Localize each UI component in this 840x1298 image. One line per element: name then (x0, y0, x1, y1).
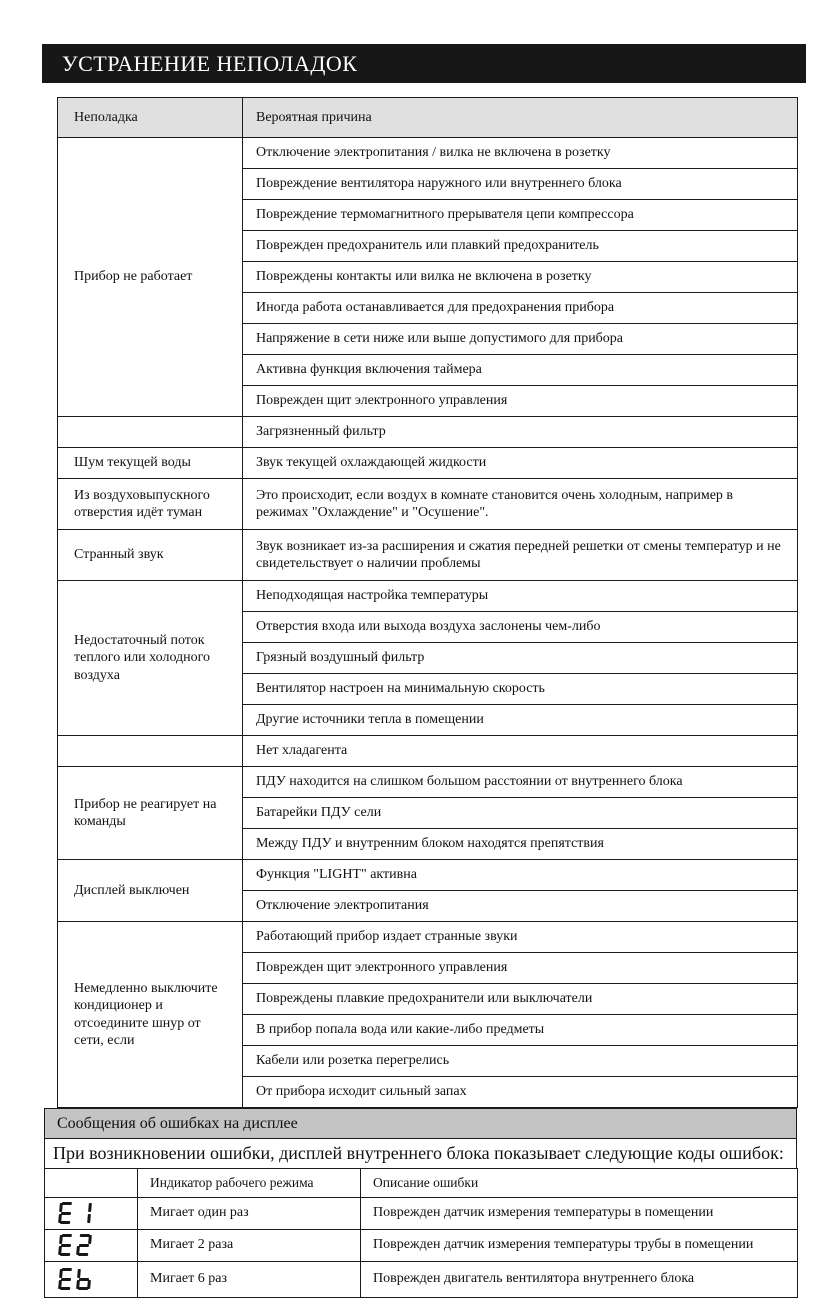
segment-d (78, 1253, 88, 1256)
segment-a (62, 1202, 72, 1205)
error-code-row (45, 1229, 798, 1261)
error-codes-table-body (45, 1197, 798, 1297)
segment-f (59, 1203, 63, 1212)
error-codes-header-row (45, 1168, 798, 1197)
table-row (58, 417, 798, 448)
cause-cell: Отключение электропитания / вилка не включена в розетку (243, 138, 798, 169)
table-row (58, 530, 798, 581)
cause-cell: Иногда работа останавливается для предохранения прибора (243, 293, 798, 324)
segment-g (61, 1278, 71, 1281)
cause-cell: Повреждение термомагнитного прерывателя цепи компрессора (243, 200, 798, 231)
table-header-row (58, 98, 798, 138)
cause-cell: Повреждены плавкие предохранители или выключатели (243, 984, 798, 1015)
error-codes-table (44, 1168, 798, 1298)
section-title: Сообщения об ошибках на дисплее (57, 1114, 298, 1132)
seven-segment-digit (58, 1202, 74, 1224)
cause-cell: В прибор попала вода или какие-либо предметы (243, 1015, 798, 1046)
segment-a (62, 1268, 72, 1271)
table-row (58, 448, 798, 479)
error-code-display (45, 1197, 138, 1229)
error-description: Поврежден датчик измерения температуры трубы в помещении (361, 1229, 798, 1261)
description-column-header: Описание ошибки (361, 1168, 798, 1197)
cause-cell: Другие источники тепла в помещении (243, 705, 798, 736)
section-bar (44, 1108, 797, 1138)
cause-cell: От прибора исходит сильный запах (243, 1077, 798, 1108)
cause-cell: Звук текущей охлаждающей жидкости (243, 448, 798, 479)
cause-cell: ПДУ находится на слишком большом расстоянии от внутреннего блока (243, 767, 798, 798)
cause-cell: Повреждены контакты или вилка не включена в розетку (243, 262, 798, 293)
segment-d (60, 1287, 70, 1290)
cause-cell: Грязный воздушный фильтр (243, 643, 798, 674)
problem-cell (58, 736, 243, 767)
cause-cell: Батарейки ПДУ сели (243, 798, 798, 829)
segment-f (77, 1269, 81, 1278)
cause-cell: Отключение электропитания (243, 891, 798, 922)
problem-column-header: Неполадка (58, 98, 243, 138)
cause-column-header: Вероятная причина (243, 98, 798, 138)
segment-g (61, 1212, 71, 1215)
table-row (58, 581, 798, 612)
segment-a (62, 1234, 72, 1237)
cause-cell: Функция "LIGHT" активна (243, 860, 798, 891)
cause-cell: Повреждение вентилятора наружного или внутреннего блока (243, 169, 798, 200)
problem-cell: Дисплей выключен (58, 860, 243, 922)
seven-segment-digit (58, 1268, 74, 1290)
table-row (58, 922, 798, 953)
error-note-row (44, 1138, 797, 1169)
error-code-row (45, 1261, 798, 1297)
error-code-display (45, 1229, 138, 1261)
cause-cell: Поврежден предохранитель или плавкий предохранитель (243, 231, 798, 262)
segment-f (59, 1235, 63, 1244)
error-description: Поврежден двигатель вентилятора внутреннего блока (361, 1261, 798, 1297)
segment-g (79, 1244, 89, 1247)
problem-cell: Прибор не реагирует на команды (58, 767, 243, 860)
segment-b (88, 1235, 92, 1244)
error-code-display (45, 1261, 138, 1297)
cause-cell: Работающий прибор издает странные звуки (243, 922, 798, 953)
cause-cell: Отверстия входа или выхода воздуха заслонены чем-либо (243, 612, 798, 643)
segment-g (61, 1244, 71, 1247)
title-bar (42, 44, 806, 83)
seven-segment-digit (58, 1234, 74, 1256)
segment-c (87, 1214, 91, 1223)
error-indicator: Мигает 2 раза (138, 1229, 361, 1261)
table-row (58, 736, 798, 767)
table-row (58, 138, 798, 169)
problem-cell: Прибор не работает (58, 138, 243, 417)
cause-cell: Нет хладагента (243, 736, 798, 767)
seven-segment-digit (76, 1234, 92, 1256)
seven-segment-digit (76, 1268, 92, 1290)
cause-cell: Неподходящая настройка температуры (243, 581, 798, 612)
troubleshooting-table (57, 97, 798, 1108)
table-row (58, 479, 798, 530)
segment-d (78, 1287, 88, 1290)
error-code-row (45, 1197, 798, 1229)
indicator-column-header: Индикатор рабочего режима (138, 1168, 361, 1197)
table-row (58, 860, 798, 891)
troubleshooting-table-body (58, 138, 798, 1108)
seven-segment-digit (76, 1202, 92, 1224)
segment-d (60, 1221, 70, 1224)
problem-cell: Шум текущей воды (58, 448, 243, 479)
cause-cell: Звук возникает из-за расширения и сжатия передней решетки от смены температур и не свидетельствует о наличии проблемы (243, 530, 798, 581)
problem-cell (58, 417, 243, 448)
cause-cell: Вентилятор настроен на минимальную скорость (243, 674, 798, 705)
problem-cell: Недостаточный поток теплого или холодного воздуха (58, 581, 243, 736)
code-column-header (45, 1168, 138, 1197)
cause-cell: Между ПДУ и внутренним блоком находятся препятствия (243, 829, 798, 860)
cause-cell: Поврежден щит электронного управления (243, 386, 798, 417)
error-messages-section (44, 1108, 797, 1298)
segment-g (79, 1278, 89, 1281)
segment-f (59, 1269, 63, 1278)
problem-cell: Из воздуховыпускного отверстия идёт туман (58, 479, 243, 530)
segment-d (60, 1253, 70, 1256)
cause-cell: Активна функция включения таймера (243, 355, 798, 386)
error-note: При возникновении ошибки, дисплей внутреннего блока показывает следующие коды ошибок: (53, 1143, 784, 1163)
cause-cell: Это происходит, если воздух в комнате становится очень холодным, например в режимах "Охлаждение" и "Осушение". (243, 479, 798, 530)
cause-cell: Напряжение в сети ниже или выше допустимого для прибора (243, 324, 798, 355)
problem-cell: Немедленно выключите кондиционер и отсоедините шнур от сети, если (58, 922, 243, 1108)
problem-cell: Странный звук (58, 530, 243, 581)
page-title: УСТРАНЕНИЕ НЕПОЛАДОК (62, 50, 358, 76)
segment-b (88, 1203, 92, 1212)
table-row (58, 767, 798, 798)
error-indicator: Мигает 6 раз (138, 1261, 361, 1297)
cause-cell: Кабели или розетка перегрелись (243, 1046, 798, 1077)
error-indicator: Мигает один раз (138, 1197, 361, 1229)
cause-cell: Поврежден щит электронного управления (243, 953, 798, 984)
error-description: Поврежден датчик измерения температуры в помещении (361, 1197, 798, 1229)
page-content (44, 44, 797, 1298)
cause-cell: Загрязненный фильтр (243, 417, 798, 448)
